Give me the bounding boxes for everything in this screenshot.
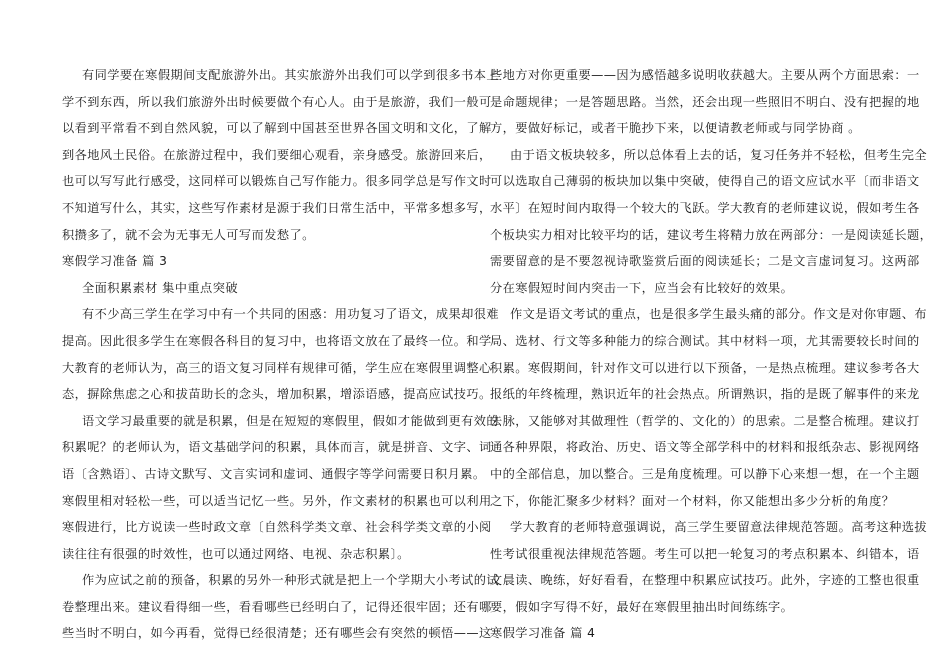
text-line: 分在寒假短时间内突击一下，应当会有比较好的效果。 xyxy=(490,280,794,295)
section-heading: 寒假学习准备 篇 3 xyxy=(62,254,168,269)
text-line: 大教育的老师认为，高三的语文复习同样有规律可循，学生应在寒假里调整心 xyxy=(62,360,492,375)
text-line: 文晨读、晚练，好好看看，在整理中积累应试技巧。此外，字迹的工整也很重 xyxy=(490,573,920,588)
text-line: 读往往有很强的时效性，也可以通过网络、电视、杂志积累〕。 xyxy=(62,546,410,561)
text-line: 是命题规律；一是答题思路。当然，还会出现一些照旧不明白、没有把握的地 xyxy=(490,94,920,109)
text-line: 之下，你能汇聚多少材料？面对一个材料，你又能想出多少分析的角度？ xyxy=(490,493,895,508)
text-line: 个板块实力相对比较平均的话，建议考生将精力放在两部分：一是阅读延长题， xyxy=(490,227,933,242)
text-line: 寒假进行，比方说读一些时政文章〔自然科学类文章、社会科学类文章的小阅 xyxy=(62,520,492,535)
text-line: 学大教育的老师特意强调说，高三学生要留意法律规范答题。高考这种选拔 xyxy=(510,520,928,535)
text-line: 可以选取自己薄弱的板块加以集中突破，使得自己的语文应试水平〔而非语文 xyxy=(490,174,920,189)
text-line: 态，摒除焦虑之心和拔苗助长的念头，增加积累，增添语感，提高应试技巧。 xyxy=(62,387,492,402)
text-line: 语〔含熟语〕、古诗文默写、文言实词和虚词、通假字等学问需要日积月累。 xyxy=(62,466,486,481)
section-heading: 寒假学习准备 篇 4 xyxy=(490,626,596,641)
text-line: 积累呢？的老师认为，语文基础学问的积累，具体而言，就是拼音、文字、词 xyxy=(62,440,492,455)
text-line: 寒假里相对轻松一些，可以适当记忆一些。另外，作文素材的积累也可以利用 xyxy=(62,493,492,508)
text-line: 些地方对你更重要——因为感悟越多说明收获越大。主要从两个方面思索：一 xyxy=(490,68,920,82)
text-line: 语文学习最重要的就是积累，但是在短短的寒假里，假如才能做到更有效的 xyxy=(82,413,500,428)
text-line: 学不到东西，所以我们旅游外出时候要做个有心人。由于是旅游，我们一般可 xyxy=(62,94,492,109)
text-line: 通各种界限，将政治、历史、语文等全部学科中的材料和报纸杂志、影视网络 xyxy=(490,440,920,455)
text-line: 作文是语文考试的重点，也是很多学生最头痛的部分。作文是对你审题、布 xyxy=(510,307,928,322)
text-line: 有同学要在寒假期间支配旅游外出。其实旅游外出我们可以学到很多书本上 xyxy=(82,68,500,82)
text-line: 也可以写写此行感受，这同样可以锻炼自己写作能力。很多同学总是写作文时 xyxy=(62,174,492,189)
text-line: 方，要做好标记，或者干脆抄下来，以便请教老师或与同学协商 。 xyxy=(490,121,861,136)
text-line: 积攒多了，就不会为无事无人可写而发愁了。 xyxy=(62,227,315,242)
text-line: 积累。寒假期间，针对作文可以进行以下预备，一是热点梳理。建议参考各大 xyxy=(490,360,920,375)
right-column xyxy=(490,62,933,647)
text-line: 水平〕在短时间内取得一个较大的飞跃。学大教育的老师建议说，假如考生各 xyxy=(490,200,920,215)
text-line: 卷整理出来。建议看得细一些，看看哪些已经明白了，记得还很牢固；还有哪 xyxy=(62,599,492,614)
text-line: 提高。因此很多学生在寒假各科目的复习中，也将语文放在了最终一位。和学 xyxy=(62,333,492,348)
text-line: 报纸的年终梳理，熟识近年的社会热点。所谓熟识，指的是既了解事件的来龙 xyxy=(490,387,920,402)
text-line: 去脉，又能够对其做理性（哲学的、文化的）的思索。二是整合梳理。建议打 xyxy=(490,413,920,428)
text-line: 不知道写什么，其实，这些写作素材是源于我们日常生活中，平常多想多写， xyxy=(62,200,492,215)
text-line: 作为应试之前的预备，积累的另外一种形式就是把上一个学期大小考试的试 xyxy=(82,573,500,588)
text-line: 中的全部信息，加以整合。三是角度梳理。可以静下心来想一想，在一个主题 xyxy=(490,466,920,481)
text-line: 要，假如字写得不好，最好在寒假里抽出时间练练字。 xyxy=(490,599,794,614)
text-line: 由于语文板块较多，所以总体看上去的话，复习任务并不轻松，但考生完全 xyxy=(510,147,928,162)
text-line: 到各地风土民俗。在旅游过程中，我们要细心观看，亲身感受。旅游回来后， xyxy=(62,147,492,162)
text-line: 需要留意的是不要忽视诗歌鉴赏后面的阅读延长；二是文言虚词复习。这两部 xyxy=(490,254,920,269)
text-line: 全面积累素材 集中重点突破 xyxy=(82,280,238,295)
text-line: 局、选材、行文等多种能力的综合测试。其中材料一项，尤其需要较长时间的 xyxy=(490,333,920,348)
text-line: 以看到平常看不到自然风貌，可以了解到中国甚至世界各国文明和文化，了解 xyxy=(62,121,492,136)
text-line: 性考试很重视法律规范答题。考生可以把一轮复习的考点积累本、纠错本，语 xyxy=(490,546,920,561)
text-line: 有不少高三学生在学习中有一个共同的困惑：用功复习了语文，成果却很难 xyxy=(82,307,500,322)
left-column xyxy=(62,62,500,647)
text-line: 些当时不明白，如今再看，觉得已经很清楚；还有哪些会有突然的顿悟——这 xyxy=(62,626,492,641)
